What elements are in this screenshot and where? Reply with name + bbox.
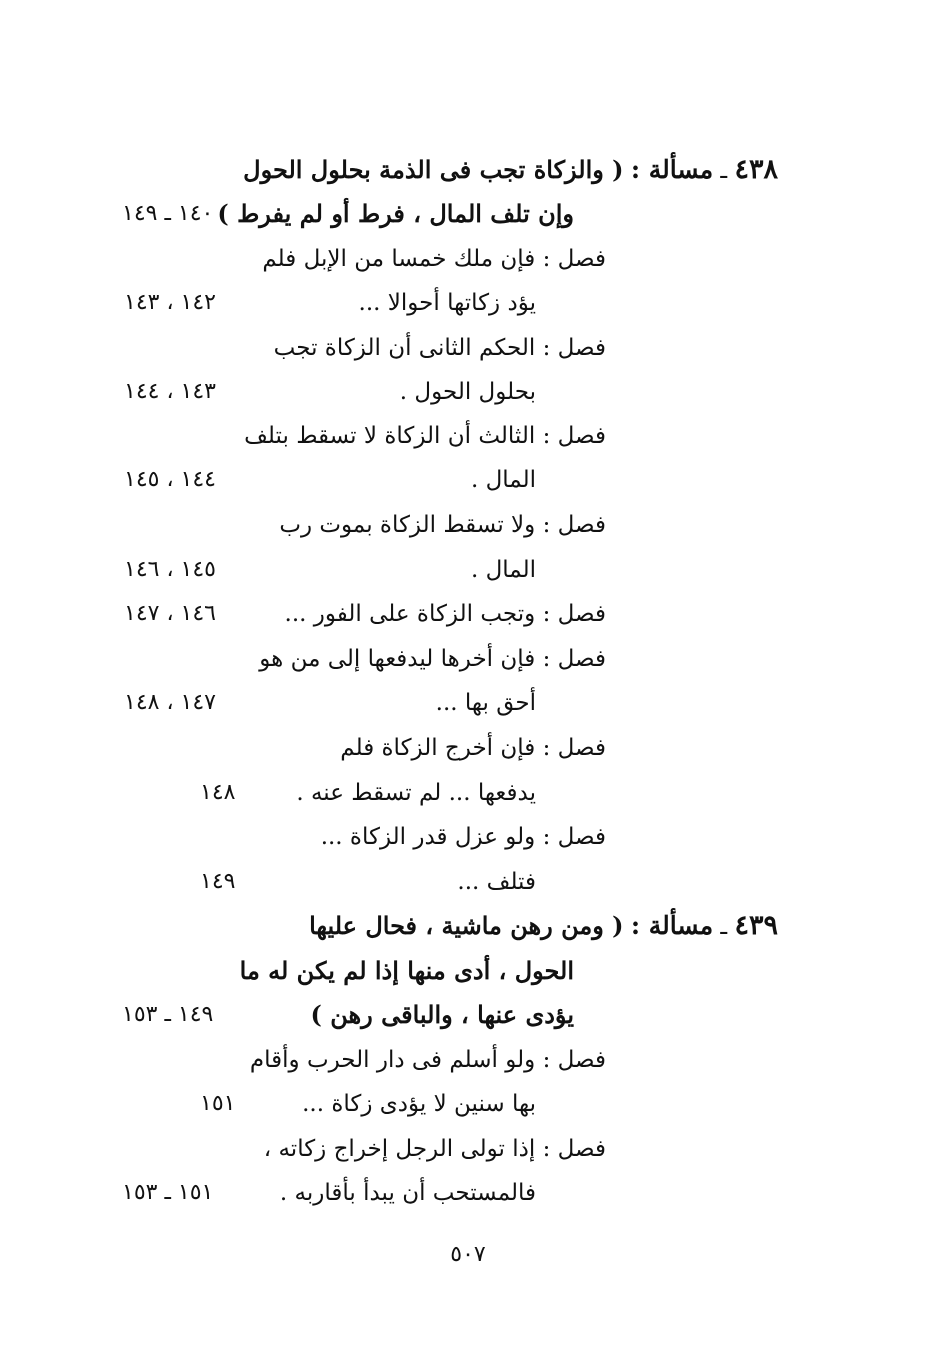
- section-pages: ١٤٢ ، ١٤٣: [124, 290, 216, 315]
- section-pages: ١٤٣ ، ١٤٤: [124, 379, 216, 404]
- section-line: [285, 592, 606, 636]
- section-line: المال .: [470, 467, 536, 493]
- section-prefix: فصل :: [542, 646, 606, 672]
- section-line: بحلول الحول .: [399, 379, 536, 405]
- section-pages: ١٤٨: [200, 780, 236, 805]
- entry-label: مسألة :: [630, 155, 714, 184]
- section-text: ولو أسلم فى دار الحرب وأقام: [249, 1047, 536, 1073]
- section-pages: ١٤٧ ، ١٤٨: [124, 690, 216, 715]
- entry-438-heading: ٤٣٨ ـ مسألة : ( والزكاة تجب فى الذمة بحلول الحول: [243, 154, 778, 185]
- section-prefix: فصل :: [542, 512, 606, 538]
- section-line: بها سنين لا يؤدى زكاة ...: [302, 1091, 536, 1117]
- entry-title-line: ( ومن رهن ماشية ، فحال عليها: [309, 911, 624, 940]
- section-line: المال .: [470, 557, 536, 583]
- section-text: ولا تسقط الزكاة بموت رب: [279, 512, 536, 538]
- section-line: [262, 237, 606, 281]
- section-line: [264, 1127, 606, 1171]
- section-line: [259, 637, 606, 681]
- section-text: فإن أخرج الزكاة فلم: [340, 735, 536, 761]
- section-text: الحكم الثانى أن الزكاة تجب: [273, 335, 536, 361]
- section-pages: ١٤٥ ، ١٤٦: [124, 557, 216, 582]
- section-line: [321, 815, 606, 859]
- entry-title-line: ( والزكاة تجب فى الذمة بحلول الحول: [243, 155, 624, 184]
- section-prefix: فصل :: [542, 335, 606, 361]
- section-text: فإن ملك خمسا من الإبل فلم: [262, 246, 536, 272]
- section-line: أحق بها ...: [435, 690, 536, 716]
- section-pages: ١٤٩: [200, 869, 236, 894]
- section-prefix: فصل :: [542, 824, 606, 850]
- entry-title-line: الحول ، أدى منها إذا لم يكن له ما: [239, 956, 574, 985]
- entry-title-line: وإن تلف المال ، فرط أو لم يفرط ): [217, 199, 574, 228]
- entry-title-line: يؤدى عنها ، والباقى رهن ): [310, 1000, 574, 1029]
- section-prefix: فصل :: [542, 423, 606, 449]
- section-text: فإن أخرها ليدفعها إلى من هو: [259, 646, 536, 672]
- section-text: الثالث أن الزكاة لا تسقط بتلف: [244, 423, 536, 449]
- section-prefix: فصل :: [542, 1136, 606, 1162]
- section-line: فتلف ...: [457, 869, 536, 895]
- section-prefix: فصل :: [542, 246, 606, 272]
- section-text: ولو عزل قدر الزكاة ...: [320, 824, 536, 850]
- section-prefix: فصل :: [542, 735, 606, 761]
- section-prefix: فصل :: [542, 601, 606, 627]
- section-pages: ١٤٤ ، ١٤٥: [124, 467, 216, 492]
- section-line: [279, 503, 606, 547]
- section-line: [274, 326, 606, 370]
- entry-number: ٤٣٩: [734, 910, 778, 941]
- section-line: يؤد زكاتها أحوالا ...: [358, 290, 536, 316]
- section-pages: ١٥١ ـ ١٥٣: [122, 1180, 214, 1205]
- section-prefix: فصل :: [542, 1047, 606, 1073]
- entry-pages: ١٤٠ ـ ١٤٩: [122, 201, 214, 226]
- section-line: [244, 414, 606, 458]
- section-line: يدفعها ... لم تسقط عنه .: [296, 780, 536, 806]
- section-text: إذا تولى الرجل إخراج زكاته ،: [263, 1136, 536, 1162]
- section-line: [250, 1038, 606, 1082]
- entry-number: ٤٣٨: [734, 154, 778, 185]
- entry-pages: ١٤٩ ـ ١٥٣: [122, 1002, 214, 1027]
- section-pages: ١٥١: [200, 1091, 236, 1116]
- section-text: وتجب الزكاة على الفور ...: [284, 601, 536, 627]
- entry-439-heading: ٤٣٩ ـ مسألة : ( ومن رهن ماشية ، فحال عليها: [309, 910, 778, 941]
- section-pages: ١٤٦ ، ١٤٧: [124, 601, 216, 626]
- entry-label: مسألة :: [630, 911, 714, 940]
- section-line: فالمستحب أن يبدأ بأقاربه .: [279, 1180, 536, 1206]
- section-line: [340, 726, 606, 770]
- page-number: ٥٠٧: [450, 1242, 486, 1267]
